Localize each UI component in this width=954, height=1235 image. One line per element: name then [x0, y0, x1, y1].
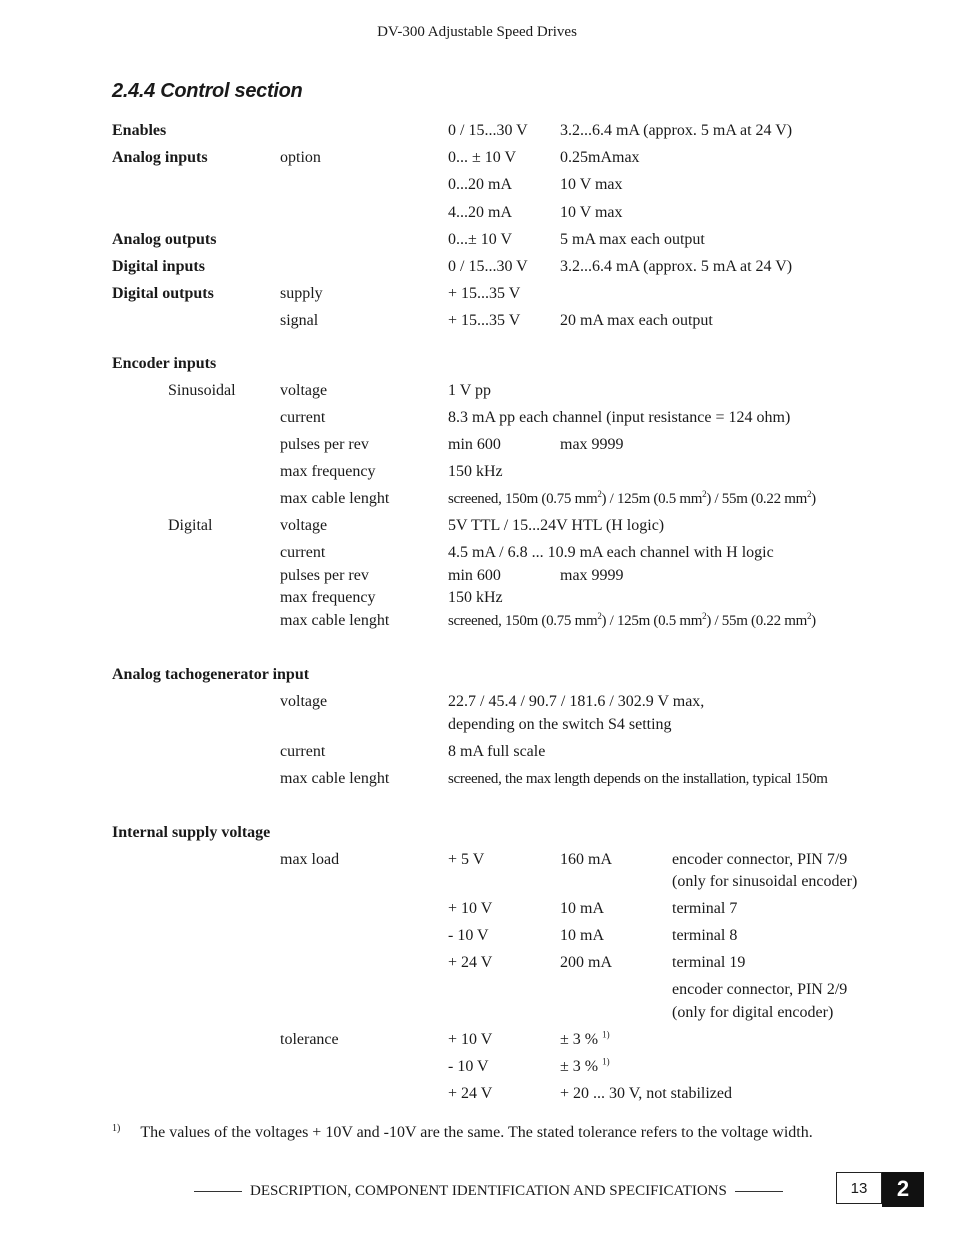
supply-neg10v-desc: terminal 8 [672, 927, 738, 944]
dig-freq-key: max frequency [280, 589, 376, 606]
supply-24v-current: 200 mA [560, 954, 612, 971]
digital-inputs-label: Digital inputs [112, 258, 205, 275]
sin-pulses-min: min 600 [448, 436, 501, 453]
digital-inputs-voltage: 0 / 15...30 V [448, 258, 528, 275]
tacho-cable-value: screened, the max length depends on the installation, typical 150m [448, 771, 828, 787]
tacho-title: Analog tachogenerator input [112, 666, 310, 683]
running-header: DV-300 Adjustable Speed Drives [377, 24, 577, 40]
analog-inputs-label: Analog inputs [112, 149, 208, 166]
supply-10v-desc: terminal 7 [672, 900, 738, 917]
sin-current-value: 8.3 mA pp each channel (input resistance = 124 ohm) [448, 409, 791, 426]
footnote [112, 1124, 813, 1142]
dig-freq-value: 150 kHz [448, 589, 503, 606]
sin-pulses-max: max 9999 [560, 436, 624, 453]
digital-outputs-signal: signal [280, 312, 319, 329]
dig-cable-value: screened, 150m (0.75 $mm^2) / 125m$ (0.5 $mm^2) / 55m$ (0.22 $mm^2$) [448, 611, 816, 629]
footer-rule-right [735, 1191, 783, 1192]
footer-rule-left [194, 1191, 242, 1192]
analog-inputs-range-3: 4...20 mA [448, 204, 512, 221]
encoder-inputs-title: Encoder inputs [112, 355, 217, 372]
sin-cable-key: max cable lenght [280, 490, 390, 507]
sinusoidal-label: Sinusoidal [168, 382, 236, 399]
sin-voltage-key: voltage [280, 382, 328, 399]
enables-current: 3.2...6.4 mA (approx. 5 mA at 24 V) [560, 122, 793, 139]
tolerance-neg10v: - 10 V [448, 1058, 489, 1075]
analog-outputs-label: Analog outputs [112, 231, 217, 248]
tacho-voltage-value: 22.7 / 45.4 / 90.7 / 181.6 / 302.9 V max, [448, 693, 705, 710]
sin-voltage-value: 1 V pp [448, 382, 491, 399]
footer-text: DESCRIPTION, COMPONENT IDENTIFICATION AND SPECIFICATIONS [250, 1183, 727, 1199]
tacho-voltage-key: voltage [280, 693, 328, 710]
enables-label: Enables [112, 122, 167, 139]
analog-outputs-current: 5 mA max each output [560, 231, 705, 248]
analog-outputs-range: 0...± 10 V [448, 231, 513, 248]
digital-outputs-signal-voltage: + 15...35 V [448, 312, 521, 329]
tacho-current-key: current [280, 743, 326, 760]
supply-24v: + 24 V [448, 954, 493, 971]
tacho-current-value: 8 mA full scale [448, 743, 546, 760]
tolerance-10v-value: ± 3 % $^{1)}$ [560, 1029, 610, 1048]
sin-pulses-key: pulses per rev [280, 436, 369, 453]
sin-current-key: current [280, 409, 326, 426]
supply-encoder-desc: encoder connector, PIN 2/9 [672, 981, 848, 998]
digital-inputs-current: 3.2...6.4 mA (approx. 5 mA at 24 V) [560, 258, 793, 275]
dig-voltage-value: 5V TTL / 15...24V HTL (H logic) [448, 517, 665, 534]
digital-outputs-supply: supply [280, 285, 323, 302]
dig-pulses-key: pulses per rev [280, 567, 369, 584]
page-number: 13 [836, 1172, 882, 1204]
chapter-tab: 2 [882, 1172, 924, 1207]
tolerance-label: tolerance [280, 1031, 339, 1048]
dig-pulses-min: min 600 [448, 567, 501, 584]
digital-outputs-label: Digital outputs [112, 285, 214, 302]
tolerance-neg10v-value: ± 3 % $^{1)}$ [560, 1056, 610, 1075]
supply-5v: + 5 V [448, 851, 485, 868]
supply-encoder-note: (only for digital encoder) [672, 1004, 834, 1021]
analog-inputs-range-2: 0...20 mA [448, 176, 512, 193]
tolerance-24v: + 24 V [448, 1085, 493, 1102]
digital-outputs-signal-current: 20 mA max each output [560, 312, 713, 329]
sin-freq-key: max frequency [280, 463, 376, 480]
sin-cable-value: screened, 150m (0.75 $mm^2) / 125m$ (0.5 $mm^2) / 55m$ (0.22 $mm^2$) [448, 489, 816, 507]
dig-cable-key: max cable lenght [280, 612, 390, 629]
analog-inputs-max-3: 10 V max [560, 204, 623, 221]
analog-inputs-current: 0.25mAmax [560, 149, 640, 166]
enables-voltage: 0 / 15...30 V [448, 122, 528, 139]
tolerance-24v-value: + 20 ... 30 V, not stabilized [560, 1085, 732, 1102]
supply-5v-note: (only for sinusoidal encoder) [672, 873, 858, 890]
analog-inputs-option: option [280, 149, 321, 166]
max-load-label: max load [280, 851, 340, 868]
supply-10v: + 10 V [448, 900, 493, 917]
section-title: 2.4.4 Control section [112, 80, 303, 102]
dig-pulses-max: max 9999 [560, 567, 624, 584]
analog-inputs-max-2: 10 V max [560, 176, 623, 193]
supply-5v-current: 160 mA [560, 851, 612, 868]
digital-outputs-supply-voltage: + 15...35 V [448, 285, 521, 302]
dig-current-value: 4.5 mA / 6.8 ... 10.9 mA each channel with H logic [448, 544, 774, 561]
footnote-mark: 1) [112, 1123, 121, 1134]
sin-freq-value: 150 kHz [448, 463, 503, 480]
page-footer [186, 1183, 791, 1200]
tacho-voltage-note: depending on the switch S4 setting [448, 716, 672, 733]
dig-voltage-key: voltage [280, 517, 328, 534]
tolerance-10v: + 10 V [448, 1031, 493, 1048]
dig-current-key: current [280, 544, 326, 561]
supply-title: Internal supply voltage [112, 824, 271, 841]
digital-encoder-label: Digital [168, 517, 213, 534]
supply-5v-desc: encoder connector, PIN 7/9 [672, 851, 848, 868]
supply-neg10v-current: 10 mA [560, 927, 604, 944]
supply-neg10v: - 10 V [448, 927, 489, 944]
tacho-cable-key: max cable lenght [280, 770, 390, 787]
supply-24v-desc: terminal 19 [672, 954, 746, 971]
footnote-text: The values of the voltages + 10V and -10V are the same. The stated tolerance refers to the voltage width. [140, 1124, 813, 1141]
analog-inputs-range: 0... ± 10 V [448, 149, 517, 166]
supply-10v-current: 10 mA [560, 900, 604, 917]
